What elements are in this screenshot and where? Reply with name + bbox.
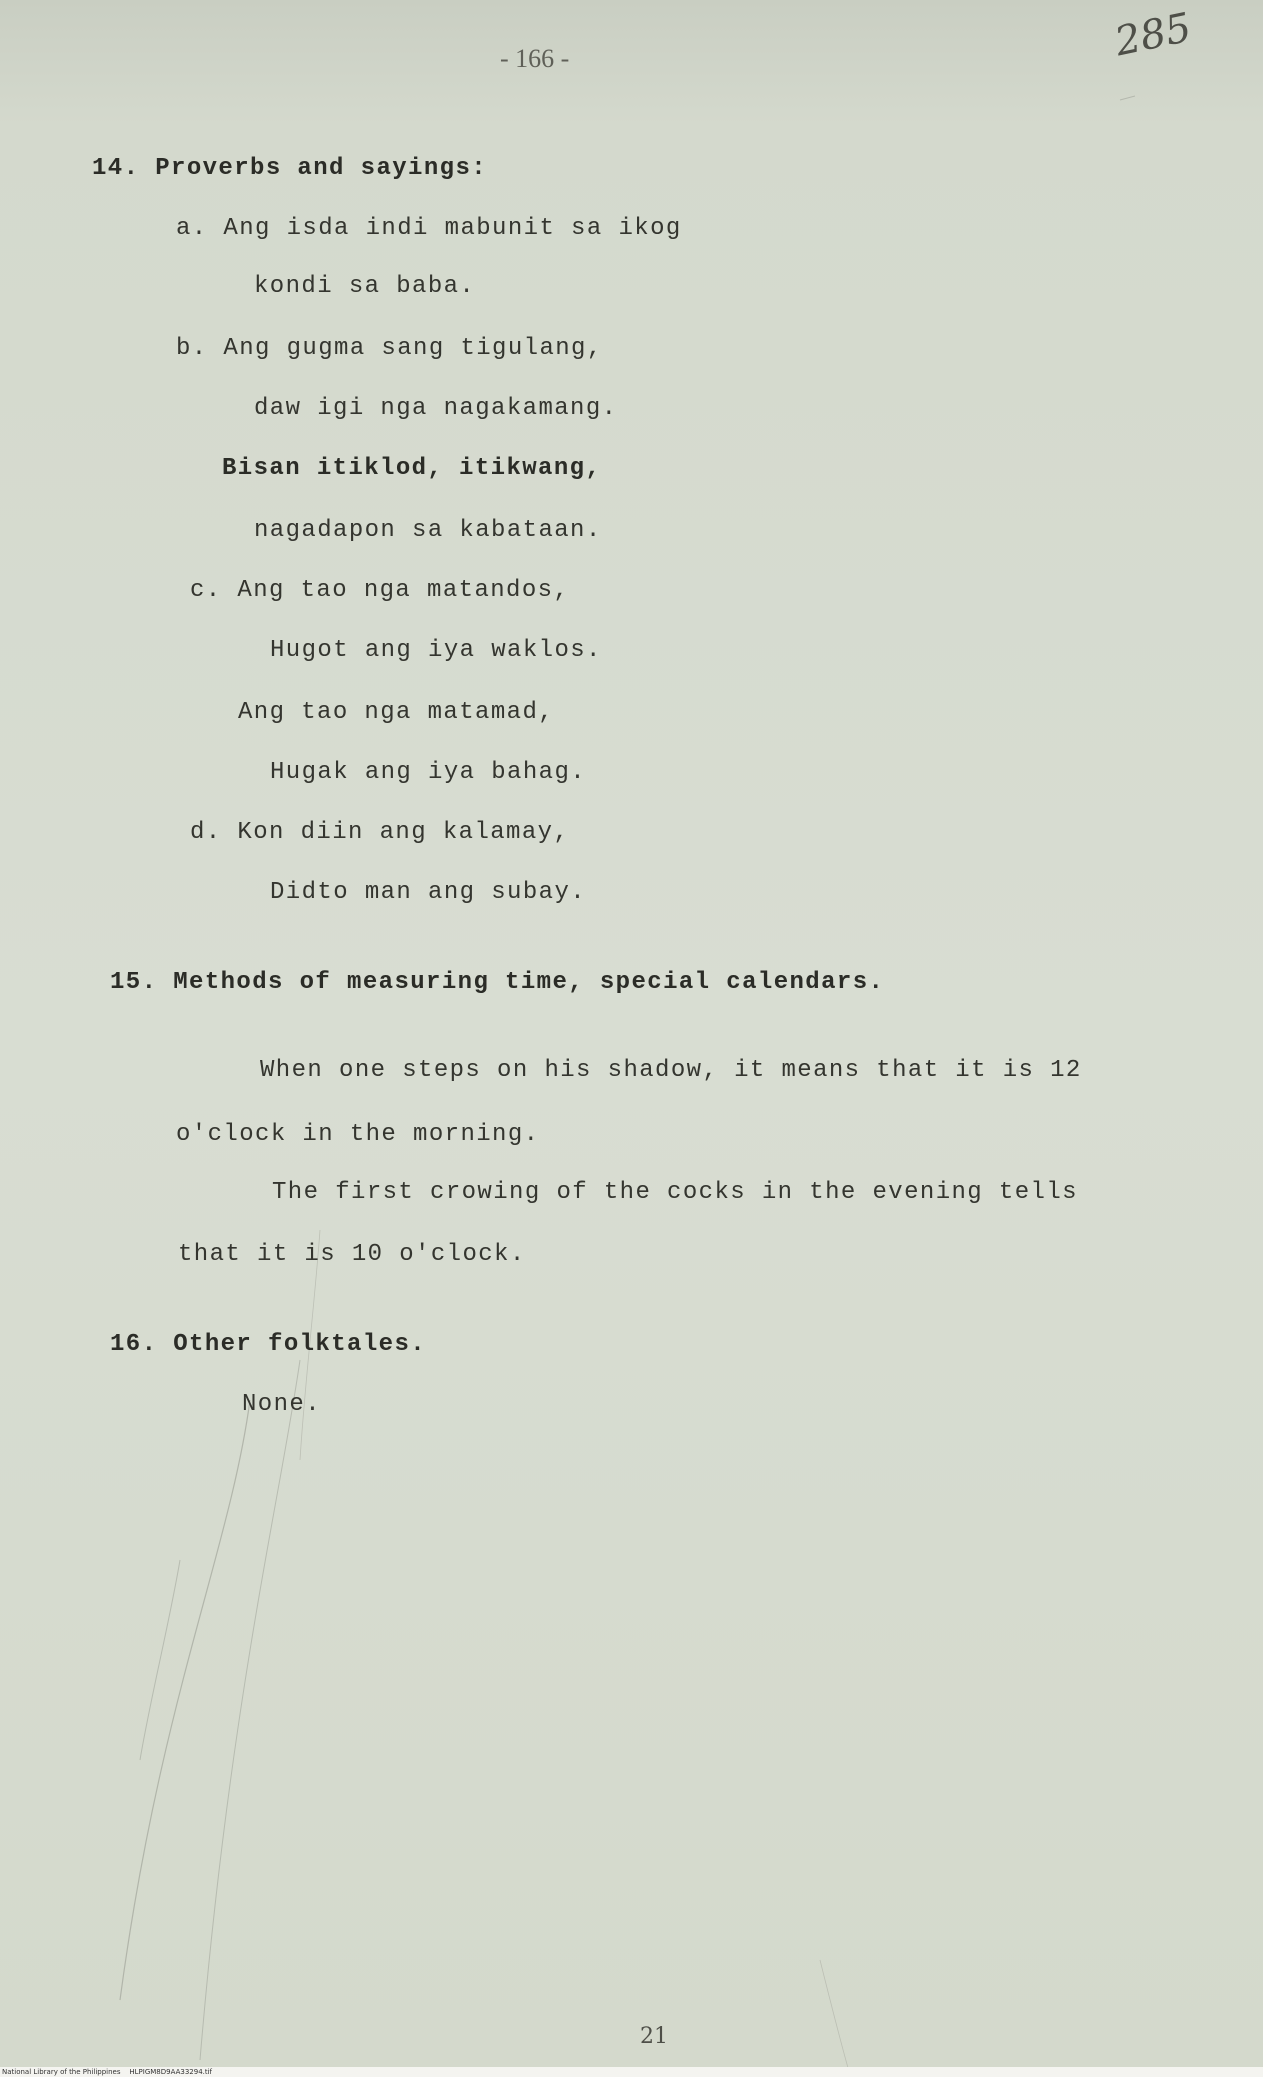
footer-caption: National Library of the Philippines HLPIGM8D9AA33294.tif: [0, 2067, 1263, 2077]
text-line: b. Ang gugma sang tigulang,: [176, 335, 603, 362]
text-line: Ang tao nga matamad,: [238, 699, 555, 726]
text-line: The first crowing of the cocks in the evening tells: [272, 1179, 1078, 1206]
stamp-number: 21: [640, 2024, 668, 2049]
text-line: daw igi nga nagakamang.: [254, 395, 618, 422]
text-line: Bisan itiklod, itikwang,: [222, 455, 602, 482]
text-line: Didto man ang subay.: [270, 879, 587, 906]
text-line: o'clock in the morning.: [176, 1121, 540, 1148]
text-line: kondi sa baba.: [254, 273, 476, 300]
text-line: a. Ang isda indi mabunit sa ikog: [176, 215, 682, 242]
section-heading: 16. Other folktales.: [110, 1331, 427, 1358]
page-number: - 166 -: [500, 44, 570, 73]
handwritten-page-number: 285: [1111, 4, 1196, 66]
section-heading: 15. Methods of measuring time, special calendars.: [110, 969, 885, 996]
text-line: c. Ang tao nga matandos,: [190, 577, 570, 604]
text-line: Hugot ang iya waklos.: [270, 637, 602, 664]
text-line: Hugak ang iya bahag.: [270, 759, 587, 786]
text-line: None.: [242, 1391, 322, 1418]
text-line: d. Kon diin ang kalamay,: [190, 819, 570, 846]
section-heading: 14. Proverbs and sayings:: [92, 155, 488, 182]
text-line: nagadapon sa kabataan.: [254, 517, 602, 544]
text-line: that it is 10 o'clock.: [178, 1241, 526, 1268]
text-line: When one steps on his shadow, it means that it is 12: [260, 1057, 1082, 1084]
